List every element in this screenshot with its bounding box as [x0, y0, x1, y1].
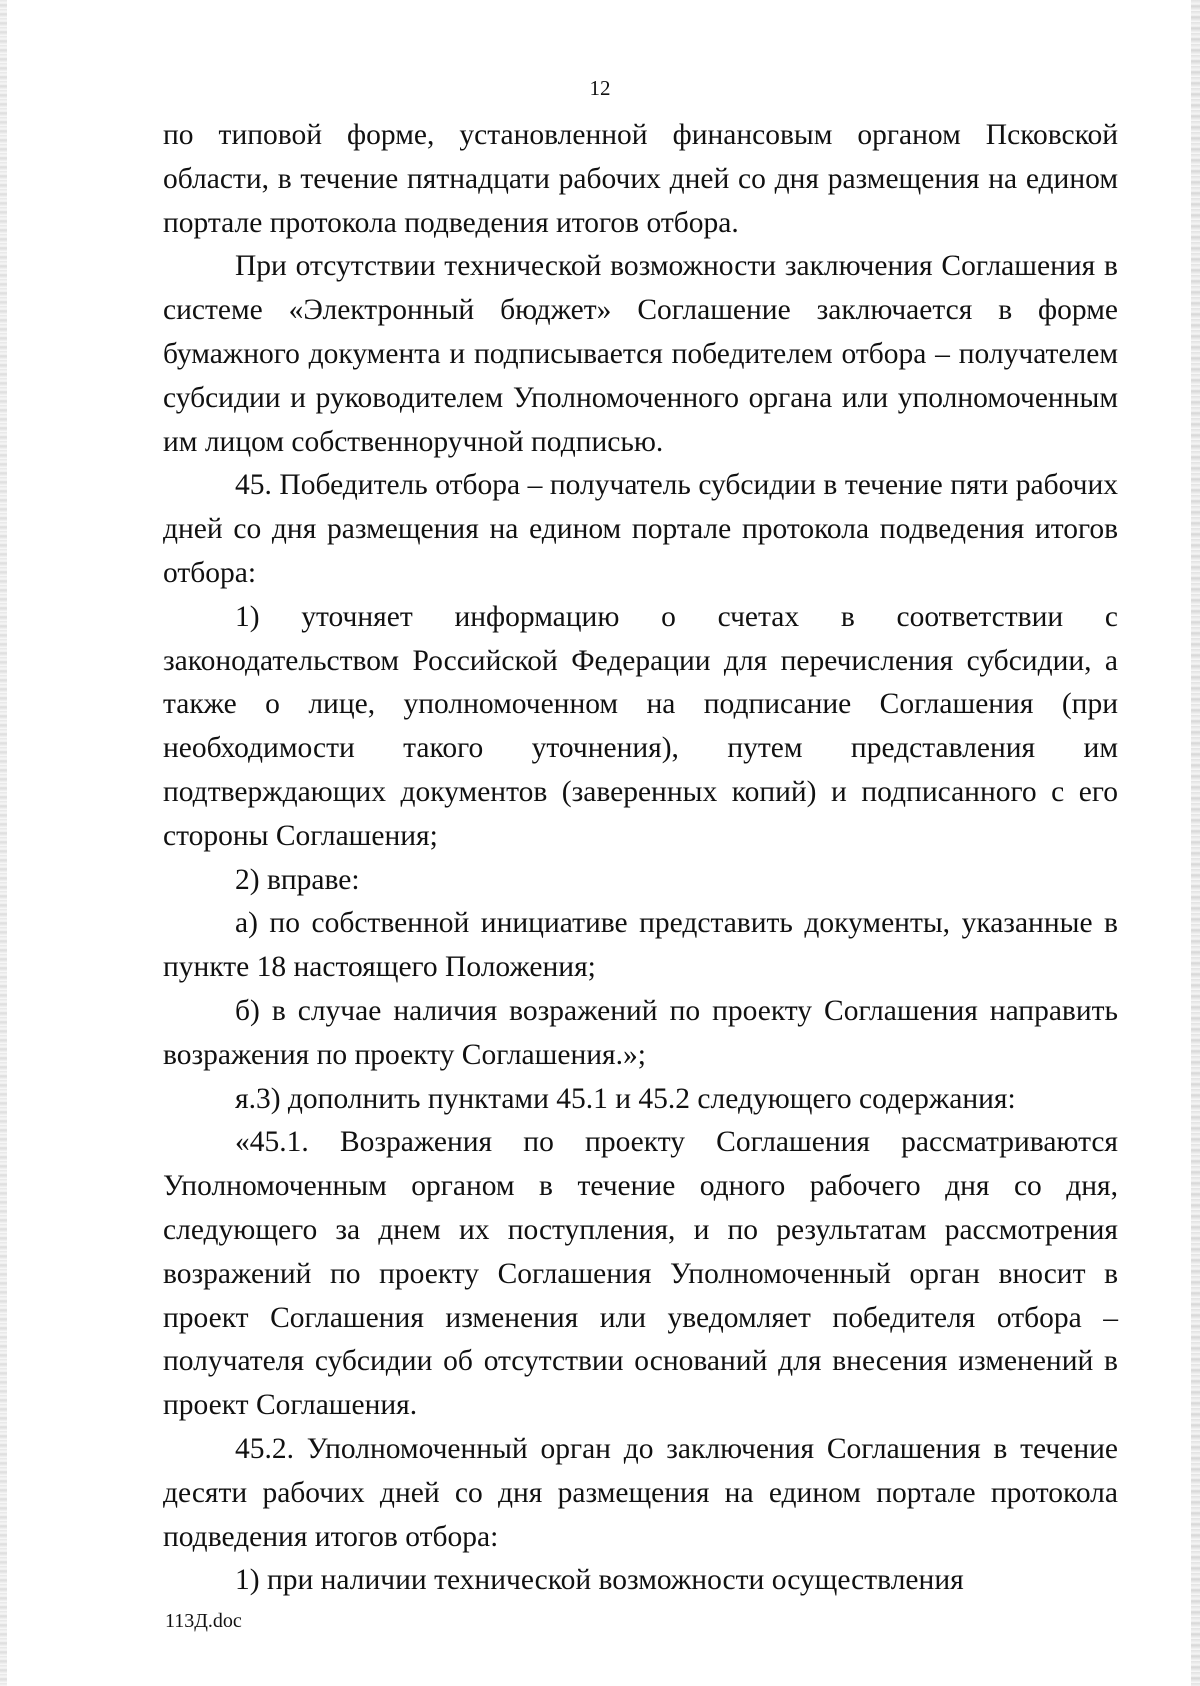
paragraph: 45.2. Уполномоченный орган до заключения Соглашения в течение десяти рабочих дней со дня размещения на едином портале протокола подведения итогов отбора: — [163, 1432, 1118, 1553]
page-number: 12 — [589, 76, 611, 100]
footer-file-name: 113Д.doc — [165, 1610, 242, 1632]
paragraph: по типовой форме, установленной финансовым органом Псковской области, в течение пятнадцати рабочих дней со дня размещения на едином портале протокола подведения итогов отбора. — [163, 119, 1118, 239]
paragraph: б) в случае наличия возражений по проекту Соглашения направить возражения по проекту Соглашения.»; — [163, 994, 1118, 1071]
document-body — [163, 114, 1118, 1603]
scan-edge-right — [1191, 0, 1200, 1686]
paragraph: 2) вправе: — [235, 863, 360, 896]
paragraph: 45. Победитель отбора – получатель субсидии в течение пяти рабочих дней со дня размещения на едином портале протокола подведения итогов отбора: — [163, 469, 1118, 589]
paragraph: 1) при наличии технической возможности осуществления — [235, 1564, 964, 1597]
paragraph: При отсутствии технической возможности заключения Соглашения в системе «Электронный бюджет» Соглашение заключается в форме бумажного документа и подписывается победителем отбора – получателем субсидии и руководителем Уполномоченного органа или уполномоченным им лицом собственноручной подписью. — [163, 250, 1118, 458]
paragraph: «45.1. Возражения по проекту Соглашения рассматриваются Уполномоченным органом в течение одного рабочего дня со дня, следующего за днем их поступления, и по результатам рассмотрения возражений по проекту Соглашения Уполномоченный орган вносит в проект Соглашения изменения или уведомляет победителя отбора – получателя субсидии об отсутствии оснований для внесения изменений в проект Соглашения. — [163, 1126, 1118, 1422]
paragraph: 1) уточняет информацию о счетах в соответствии с законодательством Российской Федерации для перечисления субсидии, а также о лице, уполномоченном на подписание Соглашения (при необходимости такого уточнения), путем представления им подтверждающих документов (заверенных копий) и подписанного с его стороны Соглашения; — [163, 600, 1118, 852]
scan-edge-left — [0, 0, 7, 1686]
paragraph: а) по собственной инициативе представить документы, указанные в пункте 18 настоящего Положения; — [163, 907, 1118, 984]
paragraph: я.3) дополнить пунктами 45.1 и 45.2 следующего содержания: — [235, 1082, 1016, 1115]
